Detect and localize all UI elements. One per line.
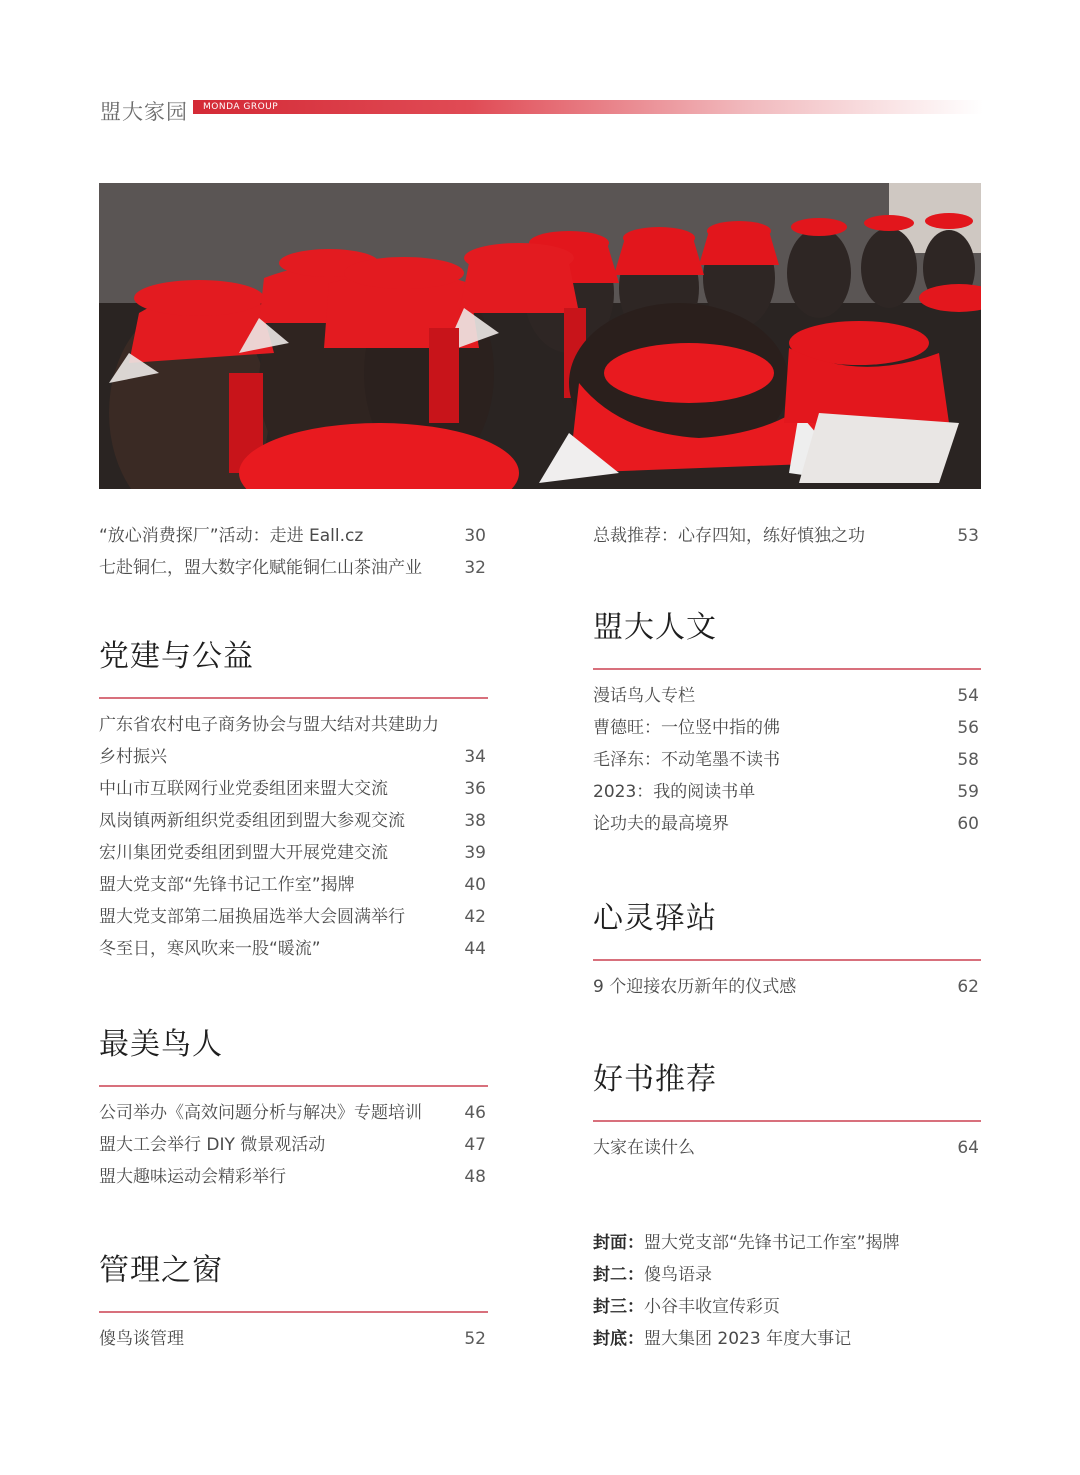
toc-entry[interactable]: 盟大党支部第二届换届选举大会圆满举行 42 bbox=[99, 907, 486, 927]
section-manage bbox=[99, 1251, 488, 1355]
section-divider bbox=[593, 959, 981, 961]
section-birds bbox=[99, 1025, 488, 1193]
section-divider bbox=[593, 1120, 981, 1122]
section-culture bbox=[593, 608, 981, 840]
section-title: 盟大人文 bbox=[593, 610, 717, 645]
toc-left-top bbox=[99, 520, 488, 584]
toc-entry[interactable]: 七赴铜仁，盟大数字化赋能铜仁山茶油产业 32 bbox=[99, 558, 486, 578]
section-divider bbox=[593, 668, 981, 670]
section-books bbox=[593, 1060, 981, 1164]
toc-entry[interactable]: 曹德旺：一位竖中指的佛 56 bbox=[593, 718, 979, 738]
toc-entry[interactable]: 论功夫的最高境界 60 bbox=[593, 814, 979, 834]
toc-entry[interactable]: 盟大党支部“先锋书记工作室”揭牌 40 bbox=[99, 875, 486, 895]
section-title: 管理之窗 bbox=[99, 1253, 223, 1288]
magazine-title: 盟大家园 bbox=[100, 100, 188, 124]
section-title: 好书推荐 bbox=[593, 1062, 717, 1097]
toc-entry[interactable]: 总裁推荐：心存四知，练好慎独之功 53 bbox=[593, 526, 979, 546]
toc-right-top bbox=[593, 520, 981, 552]
toc-entry[interactable]: 毛泽东：不动笔墨不读书 58 bbox=[593, 750, 979, 770]
toc-entry[interactable]: 傻鸟谈管理 52 bbox=[99, 1329, 486, 1349]
toc-entry[interactable]: 盟大趣味运动会精彩举行 48 bbox=[99, 1167, 486, 1187]
section-divider bbox=[99, 1311, 488, 1313]
wine-jars-illustration bbox=[99, 183, 981, 489]
section-divider bbox=[99, 697, 488, 699]
toc-entry[interactable]: 冬至日，寒风吹来一股“暖流” 44 bbox=[99, 939, 486, 959]
toc-entry[interactable]: 公司举办《高效问题分析与解决》专题培训 46 bbox=[99, 1103, 486, 1123]
toc-entry[interactable]: 盟大工会举行 DIY 微景观活动 47 bbox=[99, 1135, 486, 1155]
toc-entry[interactable]: 凤岗镇两新组织党委组团到盟大参观交流 38 bbox=[99, 811, 486, 831]
cover-credit: 封底：盟大集团 2023 年度大事记 bbox=[593, 1329, 852, 1349]
section-title: 党建与公益 bbox=[99, 639, 254, 674]
toc-entry[interactable]: 广东省农村电子商务协会与盟大结对共建助力乡村振兴 34 bbox=[99, 715, 486, 767]
header-band bbox=[193, 100, 983, 114]
toc-entry[interactable]: 宏川集团党委组团到盟大开展党建交流 39 bbox=[99, 843, 486, 863]
section-party bbox=[99, 637, 488, 965]
toc-entry[interactable]: 中山市互联网行业党委组团来盟大交流 36 bbox=[99, 779, 486, 799]
cover-credit: 封三：小谷丰收宣传彩页 bbox=[593, 1297, 780, 1317]
page-header bbox=[100, 96, 980, 126]
cover-credit: 封面：盟大党支部“先锋书记工作室”揭牌 bbox=[593, 1233, 900, 1253]
section-soul bbox=[593, 899, 981, 1003]
wine-jars-photo bbox=[99, 183, 981, 489]
group-label: MONDA GROUP bbox=[203, 102, 279, 112]
cover-credit: 封二：傻鸟语录 bbox=[593, 1265, 712, 1285]
toc-entry[interactable]: 大家在读什么 64 bbox=[593, 1138, 979, 1158]
section-title: 最美鸟人 bbox=[99, 1027, 223, 1062]
toc-entry[interactable]: 漫话鸟人专栏 54 bbox=[593, 686, 979, 706]
toc-entry[interactable]: 2023：我的阅读书单 59 bbox=[593, 782, 979, 802]
toc-entry[interactable]: “放心消费探厂”活动：走进 Eall.cz 30 bbox=[99, 526, 486, 546]
cover-credits bbox=[593, 1227, 981, 1355]
toc-entry[interactable]: 9 个迎接农历新年的仪式感 62 bbox=[593, 977, 979, 997]
section-title: 心灵驿站 bbox=[593, 901, 717, 936]
section-divider bbox=[99, 1085, 488, 1087]
